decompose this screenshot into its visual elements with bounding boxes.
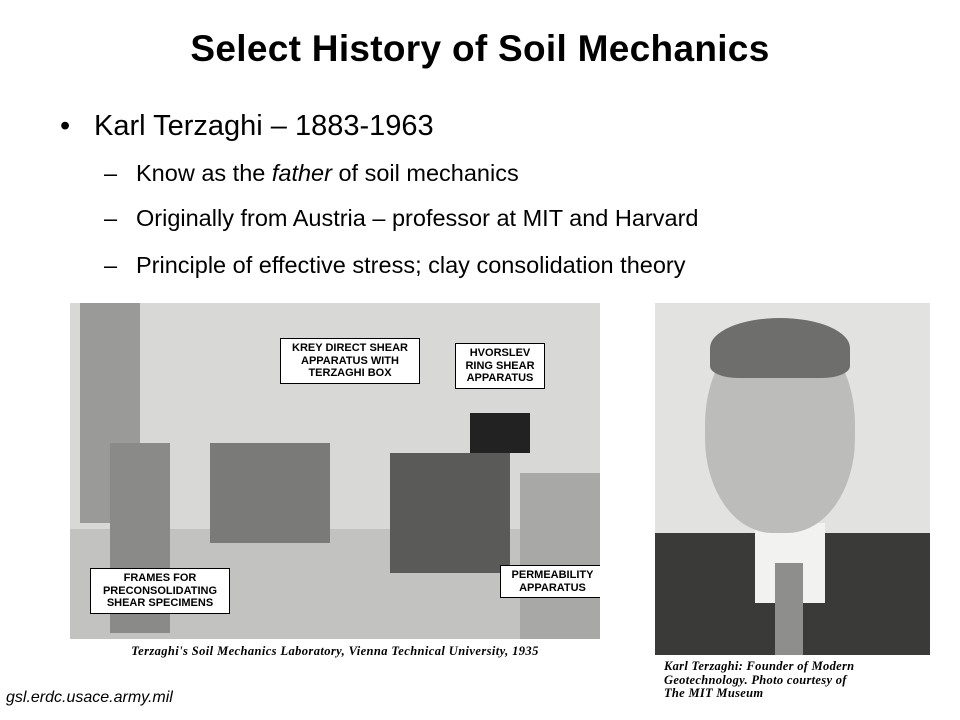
lab-machine bbox=[470, 413, 530, 453]
lab-label-frames: FRAMES FOR PRECONSOLIDATING SHEAR SPECIMENS bbox=[90, 568, 230, 614]
lab-label-krey: KREY DIRECT SHEAR APPARATUS WITH TERZAGHI BOX bbox=[280, 338, 420, 384]
subpoint-text: Know as the bbox=[136, 160, 272, 186]
subpoint-text: Principle of effective stress; clay consolidation theory bbox=[136, 252, 686, 278]
portrait-caption bbox=[664, 660, 854, 701]
main-bullet-text: Karl Terzaghi – 1883-1963 bbox=[94, 110, 434, 142]
subpoint-emphasis: father bbox=[271, 160, 332, 186]
portrait-caption-line: The MIT Museum bbox=[664, 686, 764, 700]
lab-label-hvorslev: HVORSLEV RING SHEAR APPARATUS bbox=[455, 343, 545, 389]
lab-photo bbox=[70, 303, 600, 663]
slide-title: Select History of Soil Mechanics bbox=[190, 28, 770, 69]
lab-apparatus bbox=[210, 443, 330, 543]
subpoint-3 bbox=[104, 252, 685, 279]
dash-marker: – bbox=[104, 160, 118, 186]
subpoint-text: of soil mechanics bbox=[331, 160, 519, 186]
source-url: gsl.erdc.usace.army.mil bbox=[6, 689, 173, 706]
lab-label-permeability: PERMEABILITY APPARATUS bbox=[500, 565, 600, 598]
portrait-caption-line: Geotechnology. Photo courtesy of bbox=[664, 672, 847, 687]
lab-apparatus bbox=[390, 453, 510, 573]
subpoint-1 bbox=[104, 160, 519, 187]
portrait-tie bbox=[775, 563, 803, 655]
portrait-photo bbox=[655, 303, 930, 655]
subpoint-2 bbox=[104, 205, 698, 232]
bullet-dot: • bbox=[60, 110, 71, 142]
main-bullet bbox=[60, 110, 434, 143]
subpoint-text: Originally from Austria – professor at MIT and Harvard bbox=[136, 205, 699, 231]
lab-photo-caption: Terzaghi's Soil Mechanics Laboratory, Vienna Technical University, 1935 bbox=[70, 639, 600, 663]
dash-marker: – bbox=[104, 252, 118, 278]
lab-cabinet bbox=[520, 473, 600, 643]
dash-marker: – bbox=[104, 205, 118, 231]
portrait-hair bbox=[710, 318, 850, 378]
portrait-caption-line: Karl Terzaghi: Founder of Modern bbox=[664, 659, 855, 673]
